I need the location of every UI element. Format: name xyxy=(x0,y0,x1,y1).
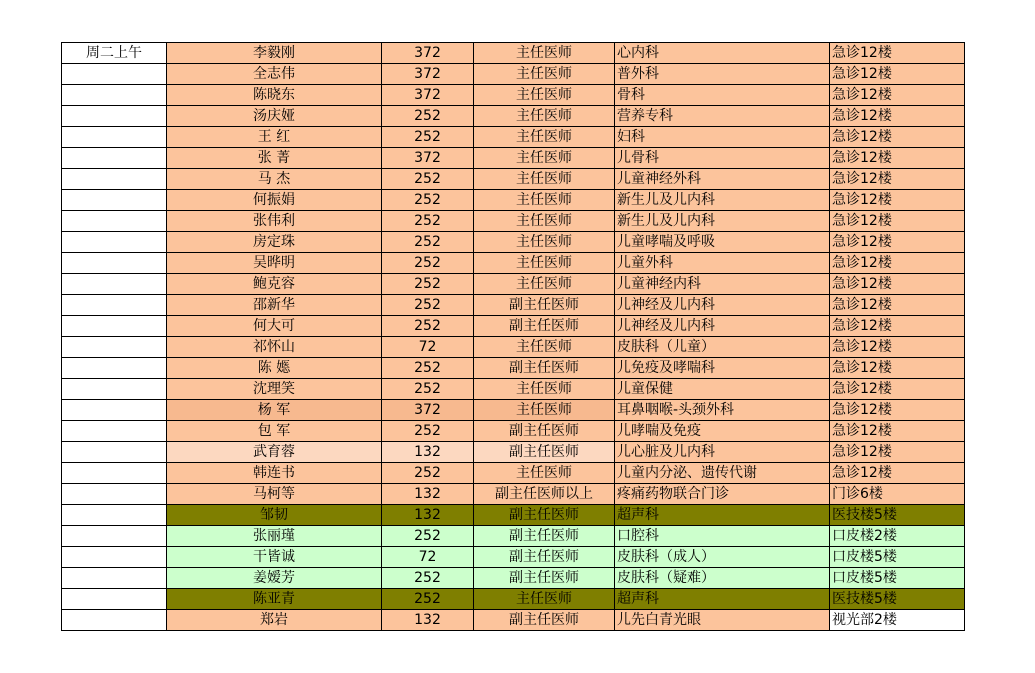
location-cell[interactable]: 医技楼5楼 xyxy=(830,589,965,610)
department-cell[interactable]: 新生儿及儿内科 xyxy=(615,211,830,232)
doctor-name-cell[interactable]: 鲍克容 xyxy=(167,274,382,295)
title-cell[interactable]: 主任医师 xyxy=(474,337,615,358)
empty-session-cell[interactable] xyxy=(62,568,167,589)
department-cell[interactable]: 儿童保健 xyxy=(615,379,830,400)
empty-session-cell[interactable] xyxy=(62,253,167,274)
title-cell[interactable]: 副主任医师以上 xyxy=(474,484,615,505)
doctor-name-cell[interactable]: 李毅刚 xyxy=(167,43,382,64)
fee-cell[interactable]: 252 xyxy=(382,232,474,253)
department-cell[interactable]: 儿神经及儿内科 xyxy=(615,316,830,337)
fee-cell[interactable]: 132 xyxy=(382,484,474,505)
fee-cell[interactable]: 132 xyxy=(382,505,474,526)
empty-session-cell[interactable] xyxy=(62,379,167,400)
empty-session-cell[interactable] xyxy=(62,295,167,316)
title-cell[interactable]: 主任医师 xyxy=(474,43,615,64)
doctor-name-cell[interactable]: 张伟利 xyxy=(167,211,382,232)
empty-session-cell[interactable] xyxy=(62,610,167,631)
department-cell[interactable]: 妇科 xyxy=(615,127,830,148)
department-cell[interactable]: 骨科 xyxy=(615,85,830,106)
schedule-row xyxy=(62,358,965,379)
doctor-name-cell[interactable]: 何振娟 xyxy=(167,190,382,211)
title-cell[interactable]: 主任医师 xyxy=(474,106,615,127)
fee-cell[interactable]: 372 xyxy=(382,85,474,106)
location-cell[interactable]: 医技楼5楼 xyxy=(830,505,965,526)
doctor-name-cell[interactable]: 沈理笑 xyxy=(167,379,382,400)
schedule-row xyxy=(62,337,965,358)
title-cell[interactable]: 副主任医师 xyxy=(474,505,615,526)
fee-cell[interactable]: 72 xyxy=(382,337,474,358)
schedule-body xyxy=(62,43,965,631)
department-cell[interactable]: 儿神经及儿内科 xyxy=(615,295,830,316)
doctor-name-cell[interactable]: 姜嫒芳 xyxy=(167,568,382,589)
doctor-name-cell[interactable]: 马柯等 xyxy=(167,484,382,505)
fee-cell[interactable]: 252 xyxy=(382,463,474,484)
fee-cell[interactable]: 252 xyxy=(382,358,474,379)
title-cell[interactable]: 副主任医师 xyxy=(474,358,615,379)
location-cell[interactable]: 急诊12楼 xyxy=(830,253,965,274)
department-cell[interactable]: 口腔科 xyxy=(615,526,830,547)
empty-session-cell[interactable] xyxy=(62,547,167,568)
empty-session-cell[interactable] xyxy=(62,526,167,547)
schedule-row xyxy=(62,232,965,253)
schedule-row xyxy=(62,589,965,610)
doctor-name-cell[interactable]: 张丽瑾 xyxy=(167,526,382,547)
fee-cell[interactable]: 372 xyxy=(382,64,474,85)
empty-session-cell[interactable] xyxy=(62,148,167,169)
location-cell[interactable]: 急诊12楼 xyxy=(830,232,965,253)
department-cell[interactable]: 儿童神经内科 xyxy=(615,274,830,295)
fee-cell[interactable]: 252 xyxy=(382,589,474,610)
title-cell[interactable]: 主任医师 xyxy=(474,169,615,190)
location-cell[interactable]: 急诊12楼 xyxy=(830,463,965,484)
doctor-name-cell[interactable]: 杨 军 xyxy=(167,400,382,421)
doctor-name-cell[interactable]: 房定珠 xyxy=(167,232,382,253)
empty-session-cell[interactable] xyxy=(62,169,167,190)
doctor-name-cell[interactable]: 陈 嫕 xyxy=(167,358,382,379)
doctor-name-cell[interactable]: 马 杰 xyxy=(167,169,382,190)
doctor-name-cell[interactable]: 吴晔明 xyxy=(167,253,382,274)
title-cell[interactable]: 主任医师 xyxy=(474,85,615,106)
schedule-row xyxy=(62,547,965,568)
department-cell[interactable]: 儿心脏及儿内科 xyxy=(615,442,830,463)
empty-session-cell[interactable] xyxy=(62,589,167,610)
fee-cell[interactable]: 72 xyxy=(382,547,474,568)
department-cell[interactable]: 耳鼻咽喉-头颈外科 xyxy=(615,400,830,421)
empty-session-cell[interactable] xyxy=(62,463,167,484)
schedule-row xyxy=(62,463,965,484)
schedule-table xyxy=(61,42,965,631)
location-cell[interactable]: 急诊12楼 xyxy=(830,295,965,316)
location-cell[interactable]: 急诊12楼 xyxy=(830,190,965,211)
title-cell[interactable]: 主任医师 xyxy=(474,274,615,295)
location-cell[interactable]: 急诊12楼 xyxy=(830,274,965,295)
department-cell[interactable]: 皮肤科（儿童） xyxy=(615,337,830,358)
doctor-name-cell[interactable]: 王 红 xyxy=(167,127,382,148)
doctor-name-cell[interactable]: 祁怀山 xyxy=(167,337,382,358)
title-cell[interactable]: 副主任医师 xyxy=(474,316,615,337)
empty-session-cell[interactable] xyxy=(62,358,167,379)
schedule-row xyxy=(62,190,965,211)
title-cell[interactable]: 副主任医师 xyxy=(474,421,615,442)
department-cell[interactable]: 儿免疫及哮喘科 xyxy=(615,358,830,379)
location-cell[interactable]: 急诊12楼 xyxy=(830,106,965,127)
schedule-row xyxy=(62,127,965,148)
schedule-row xyxy=(62,442,965,463)
empty-session-cell[interactable] xyxy=(62,211,167,232)
schedule-row xyxy=(62,274,965,295)
schedule-row xyxy=(62,316,965,337)
empty-session-cell[interactable] xyxy=(62,421,167,442)
location-cell[interactable]: 急诊12楼 xyxy=(830,316,965,337)
title-cell[interactable]: 主任医师 xyxy=(474,379,615,400)
fee-cell[interactable]: 372 xyxy=(382,148,474,169)
schedule-row xyxy=(62,379,965,400)
title-cell[interactable]: 主任医师 xyxy=(474,589,615,610)
title-cell[interactable]: 主任医师 xyxy=(474,127,615,148)
empty-session-cell[interactable] xyxy=(62,274,167,295)
empty-session-cell[interactable] xyxy=(62,106,167,127)
schedule-row xyxy=(62,526,965,547)
department-cell[interactable]: 营养专科 xyxy=(615,106,830,127)
title-cell[interactable]: 主任医师 xyxy=(474,148,615,169)
fee-cell[interactable]: 252 xyxy=(382,379,474,400)
schedule-row xyxy=(62,64,965,85)
empty-session-cell[interactable] xyxy=(62,505,167,526)
location-cell[interactable]: 急诊12楼 xyxy=(830,169,965,190)
department-cell[interactable]: 儿童神经外科 xyxy=(615,169,830,190)
empty-session-cell[interactable] xyxy=(62,64,167,85)
location-cell[interactable]: 急诊12楼 xyxy=(830,211,965,232)
fee-cell[interactable]: 252 xyxy=(382,106,474,127)
location-cell[interactable]: 急诊12楼 xyxy=(830,43,965,64)
doctor-name-cell[interactable]: 武育蓉 xyxy=(167,442,382,463)
empty-session-cell[interactable] xyxy=(62,316,167,337)
doctor-name-cell[interactable]: 何大可 xyxy=(167,316,382,337)
title-cell[interactable]: 副主任医师 xyxy=(474,568,615,589)
fee-cell[interactable]: 252 xyxy=(382,295,474,316)
fee-cell[interactable]: 252 xyxy=(382,127,474,148)
title-cell[interactable]: 主任医师 xyxy=(474,211,615,232)
title-cell[interactable]: 主任医师 xyxy=(474,400,615,421)
doctor-name-cell[interactable]: 陈亚青 xyxy=(167,589,382,610)
schedule-row xyxy=(62,253,965,274)
doctor-name-cell[interactable]: 张 菁 xyxy=(167,148,382,169)
department-cell[interactable]: 儿骨科 xyxy=(615,148,830,169)
fee-cell[interactable]: 252 xyxy=(382,421,474,442)
schedule-row xyxy=(62,148,965,169)
empty-session-cell[interactable] xyxy=(62,337,167,358)
department-cell[interactable]: 皮肤科（疑难） xyxy=(615,568,830,589)
fee-cell[interactable]: 252 xyxy=(382,190,474,211)
fee-cell[interactable]: 132 xyxy=(382,610,474,631)
doctor-name-cell[interactable]: 干皆诚 xyxy=(167,547,382,568)
schedule-row xyxy=(62,43,965,64)
doctor-name-cell[interactable]: 包 军 xyxy=(167,421,382,442)
location-cell[interactable]: 口皮楼5楼 xyxy=(830,547,965,568)
fee-cell[interactable]: 372 xyxy=(382,43,474,64)
location-cell[interactable]: 急诊12楼 xyxy=(830,379,965,400)
doctor-name-cell[interactable]: 邹韧 xyxy=(167,505,382,526)
fee-cell[interactable]: 372 xyxy=(382,400,474,421)
location-cell[interactable]: 急诊12楼 xyxy=(830,358,965,379)
schedule-row xyxy=(62,610,965,631)
location-cell[interactable]: 急诊12楼 xyxy=(830,421,965,442)
department-cell[interactable]: 新生儿及儿内科 xyxy=(615,190,830,211)
schedule-row xyxy=(62,211,965,232)
schedule-row xyxy=(62,295,965,316)
fee-cell[interactable]: 252 xyxy=(382,211,474,232)
location-cell[interactable]: 急诊12楼 xyxy=(830,442,965,463)
department-cell[interactable]: 超声科 xyxy=(615,505,830,526)
department-cell[interactable]: 超声科 xyxy=(615,589,830,610)
title-cell[interactable]: 主任医师 xyxy=(474,64,615,85)
schedule-row xyxy=(62,169,965,190)
department-cell[interactable]: 儿童内分泌、遗传代谢 xyxy=(615,463,830,484)
department-cell[interactable]: 疼痛药物联合门诊 xyxy=(615,484,830,505)
title-cell[interactable]: 主任医师 xyxy=(474,190,615,211)
fee-cell[interactable]: 252 xyxy=(382,526,474,547)
title-cell[interactable]: 副主任医师 xyxy=(474,610,615,631)
location-cell[interactable]: 急诊12楼 xyxy=(830,400,965,421)
department-cell[interactable]: 心内科 xyxy=(615,43,830,64)
doctor-name-cell[interactable]: 邵新华 xyxy=(167,295,382,316)
title-cell[interactable]: 副主任医师 xyxy=(474,442,615,463)
location-cell[interactable]: 急诊12楼 xyxy=(830,64,965,85)
location-cell[interactable]: 急诊12楼 xyxy=(830,148,965,169)
location-cell[interactable]: 急诊12楼 xyxy=(830,85,965,106)
location-cell[interactable]: 口皮楼2楼 xyxy=(830,526,965,547)
department-cell[interactable]: 儿先白青光眼 xyxy=(615,610,830,631)
location-cell[interactable]: 急诊12楼 xyxy=(830,127,965,148)
title-cell[interactable]: 主任医师 xyxy=(474,463,615,484)
doctor-name-cell[interactable]: 陈晓东 xyxy=(167,85,382,106)
title-cell[interactable]: 主任医师 xyxy=(474,253,615,274)
department-cell[interactable]: 儿童哮喘及呼吸 xyxy=(615,232,830,253)
location-cell[interactable]: 口皮楼5楼 xyxy=(830,568,965,589)
doctor-name-cell[interactable]: 全志伟 xyxy=(167,64,382,85)
empty-session-cell[interactable] xyxy=(62,400,167,421)
location-cell[interactable]: 门诊6楼 xyxy=(830,484,965,505)
doctor-name-cell[interactable]: 郑岩 xyxy=(167,610,382,631)
schedule-row xyxy=(62,85,965,106)
fee-cell[interactable]: 252 xyxy=(382,274,474,295)
fee-cell[interactable]: 252 xyxy=(382,253,474,274)
schedule-row xyxy=(62,505,965,526)
schedule-row xyxy=(62,106,965,127)
department-cell[interactable]: 儿童外科 xyxy=(615,253,830,274)
schedule-row xyxy=(62,484,965,505)
location-cell[interactable]: 急诊12楼 xyxy=(830,337,965,358)
title-cell[interactable]: 副主任医师 xyxy=(474,295,615,316)
title-cell[interactable]: 主任医师 xyxy=(474,232,615,253)
schedule-row xyxy=(62,400,965,421)
location-cell[interactable]: 视光部2楼 xyxy=(830,610,965,631)
fee-cell[interactable]: 252 xyxy=(382,568,474,589)
empty-session-cell[interactable] xyxy=(62,232,167,253)
title-cell[interactable]: 副主任医师 xyxy=(474,547,615,568)
department-cell[interactable]: 皮肤科（成人） xyxy=(615,547,830,568)
empty-session-cell[interactable] xyxy=(62,484,167,505)
empty-session-cell[interactable] xyxy=(62,190,167,211)
session-cell[interactable]: 周二上午 xyxy=(62,43,167,64)
department-cell[interactable]: 普外科 xyxy=(615,64,830,85)
schedule-row xyxy=(62,421,965,442)
department-cell[interactable]: 儿哮喘及免疫 xyxy=(615,421,830,442)
schedule-row xyxy=(62,568,965,589)
fee-cell[interactable]: 252 xyxy=(382,316,474,337)
empty-session-cell[interactable] xyxy=(62,85,167,106)
empty-session-cell[interactable] xyxy=(62,127,167,148)
fee-cell[interactable]: 252 xyxy=(382,169,474,190)
empty-session-cell[interactable] xyxy=(62,442,167,463)
doctor-name-cell[interactable]: 韩连书 xyxy=(167,463,382,484)
doctor-name-cell[interactable]: 汤庆娅 xyxy=(167,106,382,127)
title-cell[interactable]: 副主任医师 xyxy=(474,526,615,547)
fee-cell[interactable]: 132 xyxy=(382,442,474,463)
